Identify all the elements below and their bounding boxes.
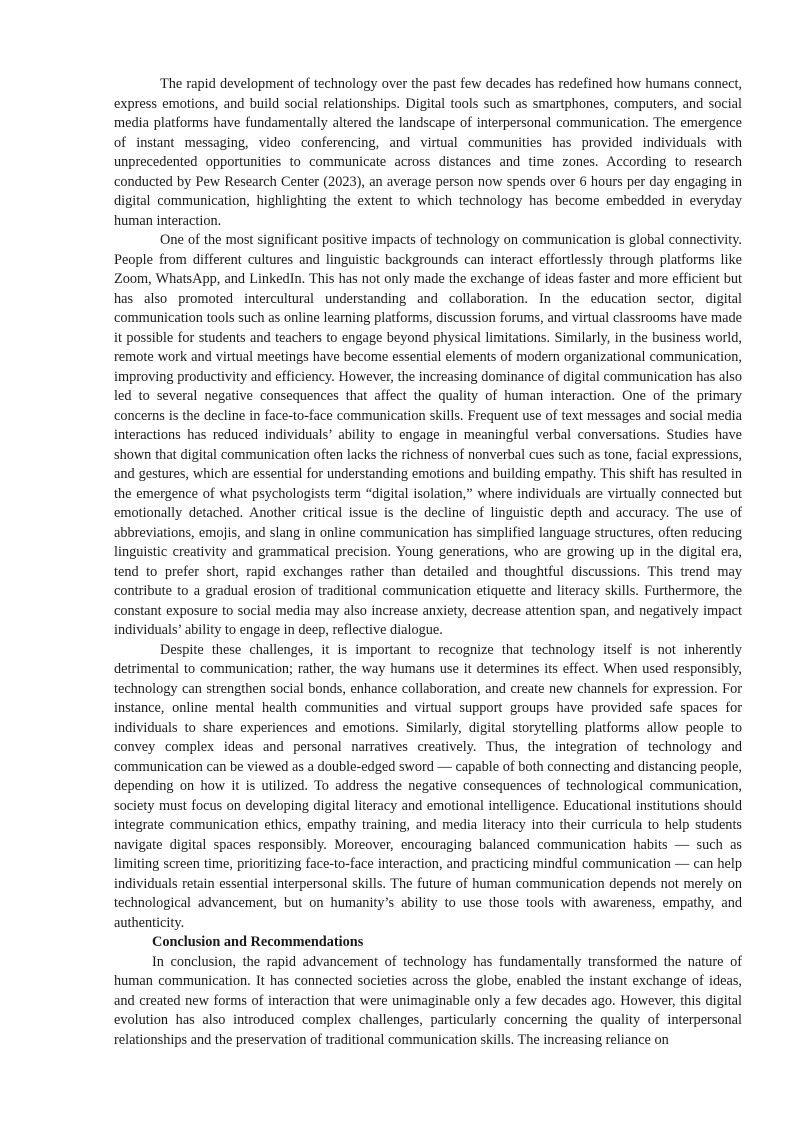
paragraph-conclusion: In conclusion, the rapid advancement of technology has fundamentally transformed the nature of human communication. It has connected societies across the globe, enabled the instant exchange of ideas, and created new forms of interaction that were unimaginable only a few decades ago. However, this digital evolution has also introduced complex challenges, particularly concerning the quality of interpersonal relationships and the preservation of traditional communication skills. The increasing reliance on bbox=[114, 953, 742, 1048]
paragraph-introduction: The rapid development of technology over the past few decades has redefined how humans connect, express emotions, and build social relationships. Digital tools such as smartphones, computers, and social media platforms have fundamentally altered the landscape of interpersonal communication. The emergence of instant messaging, video conferencing, and virtual communities has provided individuals with unprecedented opportunities to communicate across distances and time zones. According to research conducted by Pew Research Center (2023), an average person now spends over 6 hours per day engaging in digital communication, highlighting the extent to which technology has become embedded in everyday human interaction. bbox=[114, 76, 742, 229]
paragraph-challenges: Despite these challenges, it is important to recognize that technology itself is not inherently detrimental to communication; rather, the way humans use it determines its effect. When used responsibly, technology can strengthen social bonds, enhance collaboration, and create new channels for expression. For instance, online mental health communities and virtual support groups have provided safe spaces for individuals to share experiences and emotions. Similarly, digital storytelling platforms allow people to convey complex ideas and personal narratives creatively. Thus, the integration of technology and communication can be viewed as a double-edged sword — capable of both connecting and distancing people, depending on how it is utilized. To address the negative consequences of technological communication, society must focus on developing digital literacy and emotional intelligence. Educational institutions should integrate communication ethics, empathy training, and media literacy into their curricula to help students navigate digital spaces responsibly. Moreover, encouraging balanced communication habits — such as limiting screen time, prioritizing face-to-face interaction, and practicing mindful communication — can help individuals retain essential interpersonal skills. The future of human communication depends not merely on technological advancement, but on humanity’s ability to use those tools with awareness, empathy, and authenticity. bbox=[114, 641, 742, 931]
paragraph-impacts: One of the most significant positive impacts of technology on communication is global connectivity. People from different cultures and linguistic backgrounds can interact effortlessly through platforms like Zoom, WhatsApp, and LinkedIn. This has not only made the exchange of ideas faster and more efficient but has also promoted intercultural understanding and collaboration. In the education sector, digital communication tools such as online learning platforms, discussion forums, and virtual classrooms have made it possible for students and teachers to engage beyond physical limitations. Similarly, in the business world, remote work and virtual meetings have become essential elements of modern organizational communication, improving productivity and efficiency. However, the increasing dominance of digital communication has also led to several negative consequences that affect the quality of human interaction. One of the primary concerns is the decline in face-to-face communication skills. Frequent use of text messages and social media interactions has reduced individuals’ ability to engage in meaningful verbal conversations. Studies have shown that digital communication often lacks the richness of nonverbal cues such as tone, facial expressions, and gestures, which are essential for understanding emotions and building empathy. This shift has resulted in the emergence of what psychologists term “digital isolation,” where individuals are virtually connected but emotionally detached. Another critical issue is the decline of linguistic depth and accuracy. The use of abbreviations, emojis, and slang in online communication has simplified language structures, often reducing linguistic creativity and grammatical precision. Young generations, who are growing up in the digital era, tend to prefer short, rapid exchanges rather than detailed and thoughtful discussions. This trend may contribute to a gradual erosion of traditional communication etiquette and literacy skills. Furthermore, the constant exposure to social media may also increase anxiety, decrease attention span, and negatively impact individuals’ ability to engage in deep, reflective dialogue. bbox=[114, 232, 742, 638]
document-body bbox=[114, 75, 742, 1050]
section-heading: Conclusion and Recommendations bbox=[152, 934, 364, 950]
